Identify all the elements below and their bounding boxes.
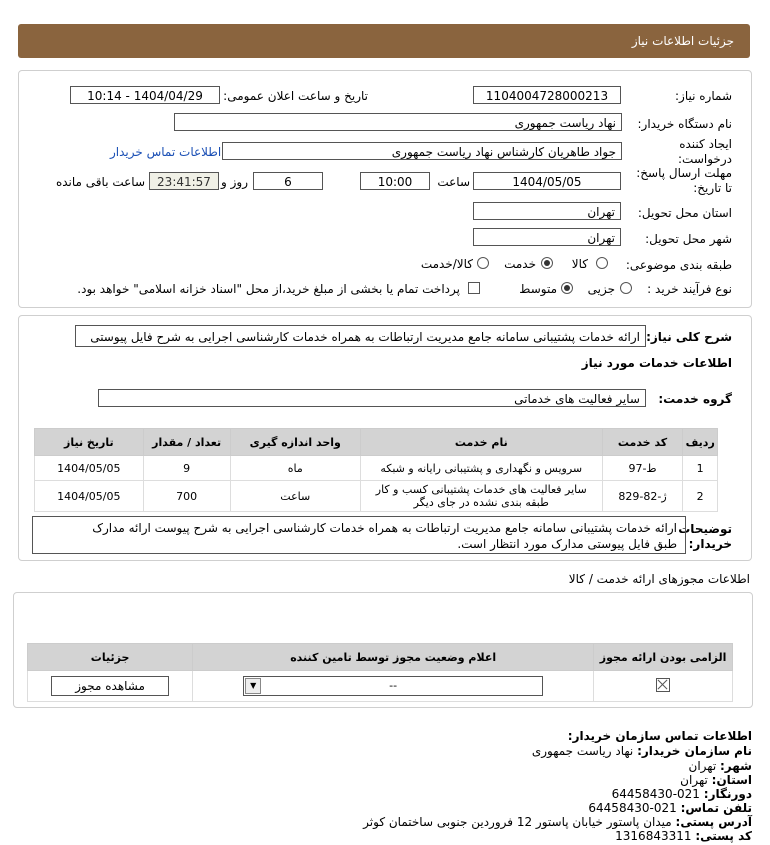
category-option-goods-service: کالا/خدمت — [420, 257, 473, 271]
contact-fax: دورنگار: 021-64458430 — [611, 787, 752, 801]
permits-table — [27, 643, 733, 702]
deadline-label-2: تا تاریخ: — [693, 181, 732, 195]
view-permit-button[interactable]: مشاهده مجوز — [51, 676, 169, 696]
cell-qty: 700 — [143, 481, 230, 512]
province-label: استان محل تحویل: — [637, 206, 732, 220]
category-option-goods: کالا — [571, 257, 588, 271]
city-field[interactable]: تهران — [473, 228, 621, 246]
buyer-notes-label-2: خریدار: — [688, 537, 732, 551]
announce-label: تاریخ و ساعت اعلان عمومی: — [223, 89, 368, 103]
contact-province: استان: تهران — [680, 773, 752, 787]
cell-row: 2 — [683, 481, 718, 512]
contact-org: نام سازمان خریدار: نهاد ریاست جمهوری — [531, 744, 752, 758]
buyer-notes-line-1: ارائه خدمات پشتیبانی سامانه جامع مدیریت ارتباطات به همراه خدمات کارشناسی اجرایی به شرح پیوست ارائه مدارک — [92, 521, 677, 535]
services-table — [34, 428, 718, 512]
buyer-notes-line-2: طبق فایل پیوستی مدارک مورد انتظار است. — [457, 537, 677, 551]
services-table-header — [35, 429, 718, 456]
summary-label: شرح کلی نیاز: — [646, 330, 732, 344]
contact-city: شهر: تهران — [688, 759, 752, 773]
treasury-payment-note: پرداخت تمام یا بخشی از مبلغ خرید،از محل "اسناد خزانه اسلامی" خواهد بود. — [77, 282, 460, 296]
process-option-medium: متوسط — [519, 282, 557, 296]
page-title: جزئیات اطلاعات نیاز — [631, 34, 734, 48]
deadline-date-field[interactable]: 1404/05/05 — [473, 172, 621, 190]
permits-table-header — [28, 644, 733, 671]
days-field[interactable]: 6 — [253, 172, 323, 190]
category-label: طبقه بندی موضوعی: — [625, 258, 732, 272]
remaining-time-field: 23:41:57 — [149, 172, 219, 190]
buyer-org-field[interactable]: نهاد ریاست جمهوری — [174, 113, 622, 131]
table-row — [28, 671, 733, 702]
cell-required — [594, 671, 733, 702]
city-label: شهر محل تحویل: — [645, 232, 732, 246]
permits-title: اطلاعات مجوزهای ارائه خدمت / کالا — [568, 572, 750, 586]
permit-status-value: -- — [389, 679, 398, 692]
category-option-service: خدمت — [504, 257, 536, 271]
need-number-field[interactable]: 1104004728000213 — [473, 86, 621, 104]
category-radio-goods-service[interactable] — [477, 257, 489, 269]
announce-datetime-field[interactable]: 1404/04/29 - 10:14 — [70, 86, 220, 104]
deadline-hour-field[interactable]: 10:00 — [360, 172, 430, 190]
days-label: روز و — [221, 175, 248, 189]
cell-date: 1404/05/05 — [35, 456, 144, 481]
col-name: نام خدمت — [360, 429, 602, 456]
treasury-payment-checkbox[interactable] — [468, 282, 480, 294]
col-details: جزئیات — [28, 644, 193, 671]
buyer-notes-label-1: توضیحات — [678, 522, 732, 536]
col-row: ردیف — [683, 429, 718, 456]
cell-name: سرویس و نگهداری و پشتیبانی رایانه و شبکه — [360, 456, 602, 481]
summary-field[interactable]: ارائه خدمات پشتیبانی سامانه جامع مدیریت ارتباطات به همراه خدمات کارشناسی اجرایی به شرح فایل پیوستی — [75, 325, 646, 347]
cell-status — [193, 671, 594, 702]
deadline-label-1: مهلت ارسال پاسخ: — [636, 166, 732, 180]
services-section-title: اطلاعات خدمات مورد نیاز — [581, 356, 732, 370]
buyer-contact-link[interactable]: اطلاعات تماس خریدار — [110, 145, 222, 159]
creator-field[interactable]: جواد طاهریان کارشناس نهاد ریاست جمهوری — [222, 142, 622, 160]
category-radio-goods[interactable] — [596, 257, 608, 269]
cell-unit: ساعت — [230, 481, 360, 512]
col-code: کد خدمت — [602, 429, 683, 456]
contact-postal: کد پستی: 1316843311 — [615, 829, 752, 843]
col-required: الزامی بودن ارائه مجوز — [594, 644, 733, 671]
buyer-org-label: نام دستگاه خریدار: — [637, 117, 732, 131]
category-radio-service[interactable] — [541, 257, 553, 269]
page-header — [18, 24, 750, 58]
col-status: اعلام وضعیت مجوز توسط تامین کننده — [193, 644, 594, 671]
service-group-field[interactable]: سایر فعالیت های خدماتی — [98, 389, 646, 407]
province-field[interactable]: تهران — [473, 202, 621, 220]
need-number-label: شماره نیاز: — [675, 89, 732, 103]
cell-date: 1404/05/05 — [35, 481, 144, 512]
cell-code: ژ-82-829 — [602, 481, 683, 512]
remaining-label: ساعت باقی مانده — [55, 175, 145, 189]
table-row — [35, 481, 718, 512]
cell-name: سایر فعالیت های خدمات پشتیبانی کسب و کار طبقه بندی نشده در جای دیگر — [360, 481, 602, 512]
col-qty: تعداد / مقدار — [143, 429, 230, 456]
process-radio-minor[interactable] — [620, 282, 632, 294]
cell-qty: 9 — [143, 456, 230, 481]
deadline-hour-label: ساعت — [437, 175, 470, 189]
cell-row: 1 — [683, 456, 718, 481]
contact-address: آدرس پستی: میدان پاستور خیابان پاستور 12 فروردین جنوبی ساختمان کوثر — [363, 815, 752, 829]
process-option-minor: جزیی — [587, 282, 615, 296]
contact-title: اطلاعات تماس سازمان خریدار: — [567, 729, 752, 743]
buyer-notes-box — [32, 516, 686, 554]
process-label: نوع فرآیند خرید : — [647, 282, 732, 296]
chevron-down-icon[interactable]: ▼ — [245, 678, 261, 694]
cell-unit: ماه — [230, 456, 360, 481]
service-group-label: گروه خدمت: — [658, 392, 732, 406]
contact-phone: تلفن تماس: 021-64458430 — [588, 801, 752, 815]
process-radio-medium[interactable] — [561, 282, 573, 294]
creator-label-1: ایجاد کننده — [679, 137, 732, 151]
table-row — [35, 456, 718, 481]
cell-code: ط-97 — [602, 456, 683, 481]
cell-details — [28, 671, 193, 702]
creator-label-2: درخواست: — [678, 152, 732, 166]
col-date: تاریخ نیاز — [35, 429, 144, 456]
col-unit: واحد اندازه گیری — [230, 429, 360, 456]
required-checkbox[interactable] — [656, 678, 670, 692]
permit-status-select[interactable] — [243, 676, 543, 696]
